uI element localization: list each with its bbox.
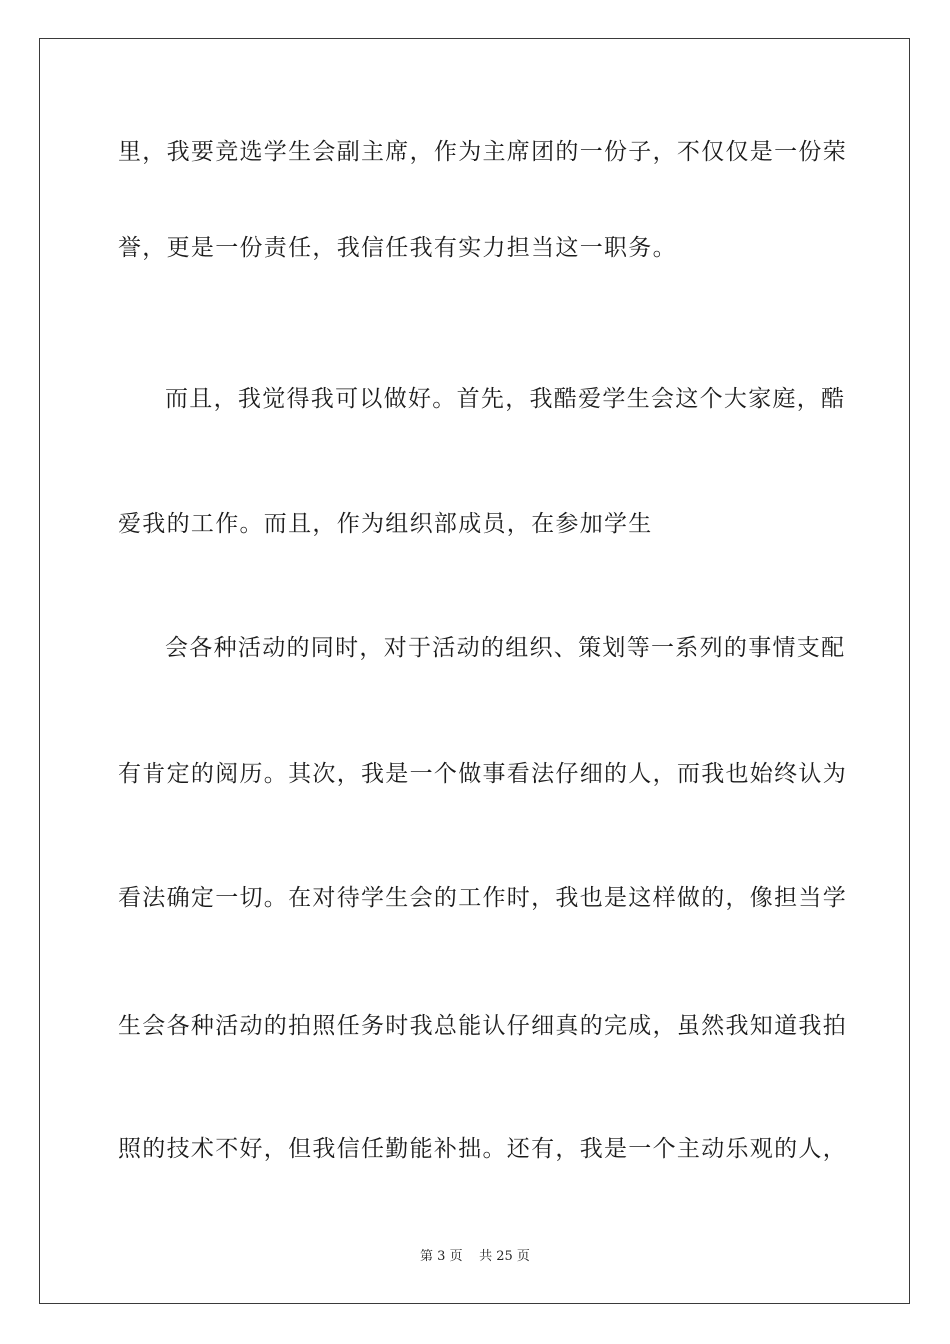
page-number: 第 3 页 (420, 1249, 463, 1264)
body-line-5: 会各种活动的同时，对于活动的组织、策划等一系列的事情支配 (165, 635, 846, 661)
body-line-6: 有肯定的阅历。其次，我是一个做事看法仔细的人，而我也始终认为 (118, 761, 847, 787)
page-border (39, 38, 910, 1304)
body-line-4: 爱我的工作。而且，作为组织部成员，在参加学生 (118, 511, 653, 537)
body-line-7: 看法确定一切。在对待学生会的工作时，我也是这样做的，像担当学 (118, 885, 847, 911)
body-line-1: 里，我要竞选学生会副主席，作为主席团的一份子，不仅仅是一份荣 (118, 139, 847, 165)
page-footer (0, 1248, 950, 1266)
body-line-8: 生会各种活动的拍照任务时我总能认仔细真的完成，虽然我知道我拍 (118, 1013, 847, 1039)
body-line-2: 誉，更是一份责任，我信任我有实力担当这一职务。 (118, 235, 677, 261)
body-line-9: 照的技术不好，但我信任勤能补拙。还有，我是一个主动乐观的人， (118, 1136, 847, 1162)
page-total: 共 25 页 (479, 1249, 530, 1264)
body-line-3: 而且，我觉得我可以做好。首先，我酷爱学生会这个大家庭，酷 (165, 386, 846, 412)
